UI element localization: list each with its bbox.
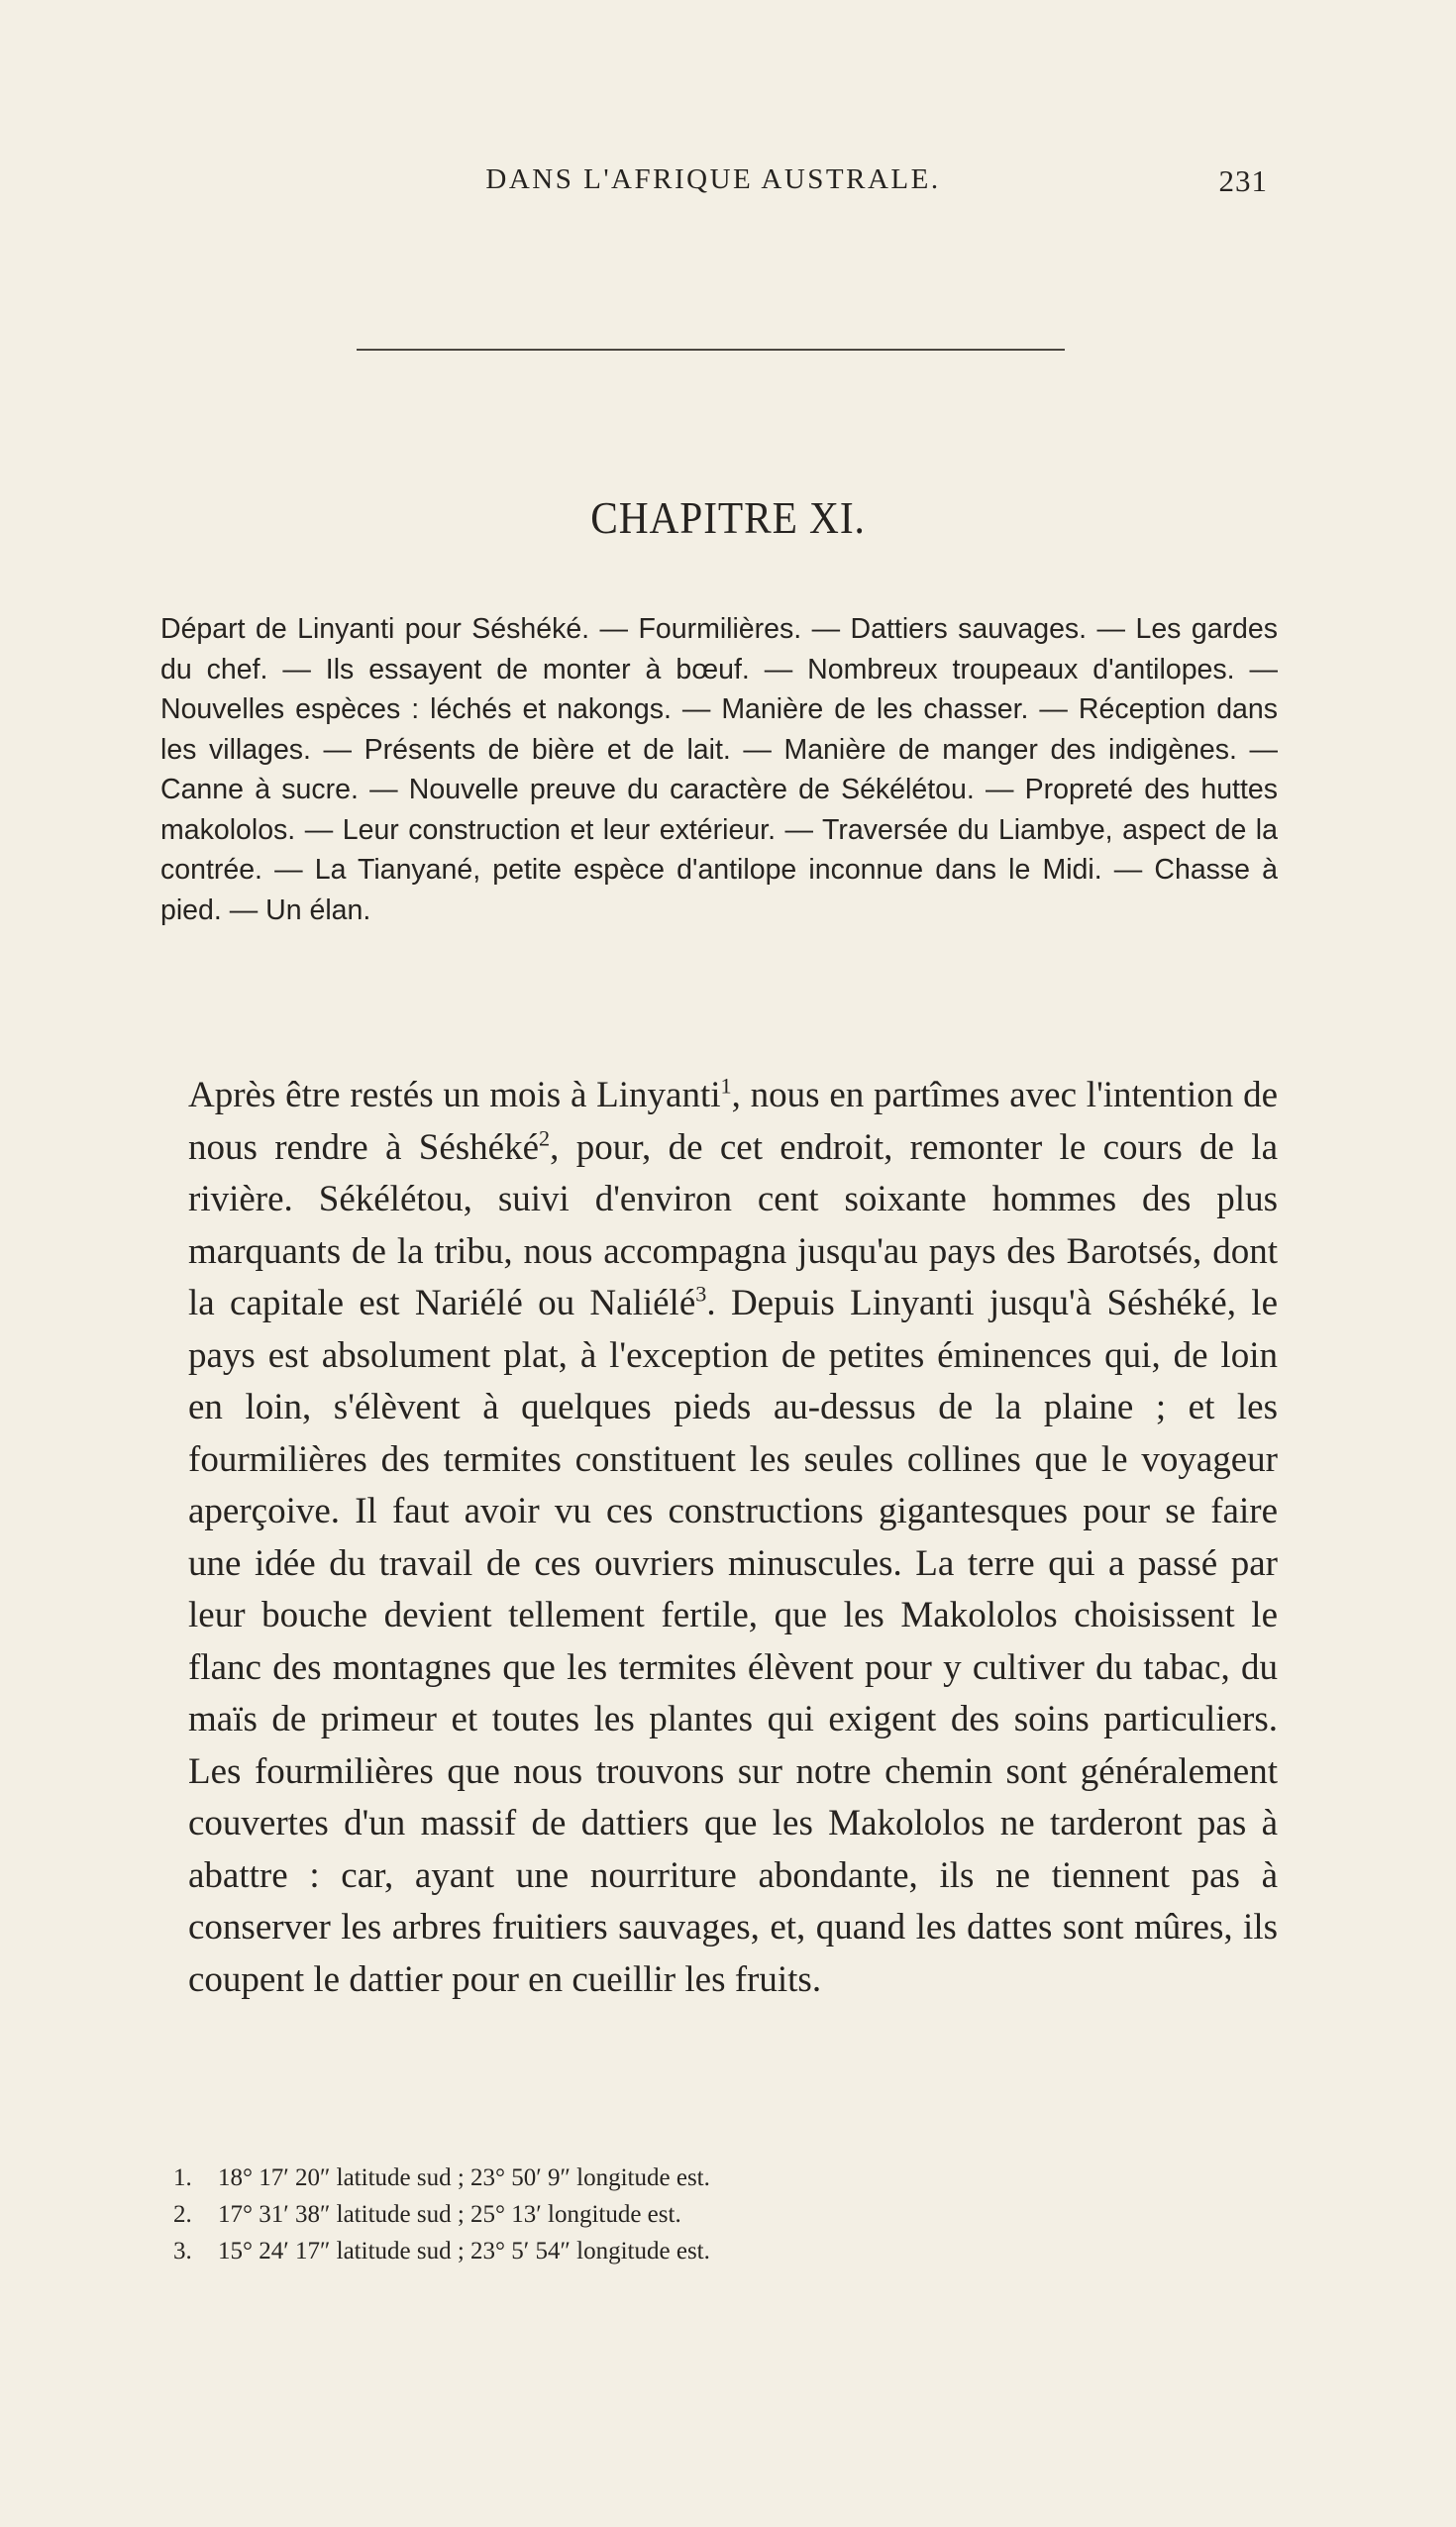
running-head [158, 163, 1268, 207]
footnote-text: 18° 17′ 20″ latitude sud ; 23° 50′ 9″ longitude est. [218, 2164, 710, 2191]
body-text-part: . Depuis Linyanti jusqu'à Séshéké, le pays est absolument plat, à l'exception de petites éminences qui, de loin en loin, s'élèvent à quelques pieds au-dessus de la plaine ; et les fourmilières des termites constituent les seules collines que le voyageur aperçoive. Il faut avoir vu ces constructions gigantesques pour se faire une idée du travail de ces ouvriers minuscules. La terre qui a passé par leur bouche devient tellement fertile, que les Makololos choisissent le flanc des montagnes que les termites élèvent pour y cultiver du tabac, du maïs de primeur et toutes les plantes qui exigent des soins particuliers. Les fourmilières que nous trouvons sur notre chemin sont généralement couvertes d'un massif de dattiers que les Makololos ne tarderont pas à abattre : car, ayant une nourriture abondante, ils ne tiennent pas à conserver les arbres fruitiers sauvages, et, quand les dattes sont mûres, ils coupent le dattier pour en cueillir les fruits. [188, 1283, 1278, 2000]
footnote [173, 2233, 1164, 2269]
body-text-part: , pour, de cet endroit, remonter le cours de la rivière. Sékélétou, suivi d'environ cent soixante hommes des plus marquants de la tribu, nous accompagna jusqu'au pays des Barotsés, dont la capitale est Nariélé ou Naliélé [188, 1126, 1278, 1323]
footnote-number: 2. [173, 2201, 192, 2228]
chapter-summary: Départ de Linyanti pour Séshéké. — Fourmilières. — Dattiers sauvages. — Les gardes du chef. — Ils essayent de monter à bœuf. — Nombreux troupeaux d'antilopes. — Nouvelles espèces : léchés et nakongs. — Manière de les chasser. — Réception dans les villages. — Présents de bière et de lait. — Manière de manger des indigènes. — Canne à sucre. — Nouvelle preuve du caractère de Sékélétou. — Propreté des huttes makololos. — Leur construction et leur extérieur. — Traversée du Liambye, aspect de la contrée. — La Tianyané, petite espèce d'antilope inconnue dans le Midi. — Chasse à pied. — Un élan. [160, 613, 1278, 926]
footnote-number: 3. [173, 2238, 192, 2264]
footnote-number: 1. [173, 2164, 192, 2191]
footnote-ref: 2 [539, 1125, 551, 1151]
footnote-text: 17° 31′ 38″ latitude sud ; 25° 13′ longitude est. [218, 2201, 681, 2228]
footnote-ref: 3 [695, 1281, 707, 1307]
footnote-ref: 1 [720, 1073, 732, 1099]
body-text-part: , nous en partîmes avec l'intention de nous rendre à Séshéké [188, 1075, 1279, 1168]
running-title: DANS L'AFRIQUE AUSTRALE. [485, 163, 941, 195]
footnote [173, 2196, 1164, 2233]
chapter-title: CHAPITRE XI. [590, 492, 866, 543]
page-number: 231 [1218, 163, 1268, 198]
footnotes [173, 2159, 1164, 2269]
body-text-part: Après être restés un mois à Linyanti [188, 1075, 721, 1115]
footnote [173, 2159, 1164, 2196]
body-paragraph [188, 1070, 1278, 2006]
chapter-rule [357, 349, 1065, 351]
footnote-text: 15° 24′ 17″ latitude sud ; 23° 5′ 54″ longitude est. [218, 2238, 710, 2264]
